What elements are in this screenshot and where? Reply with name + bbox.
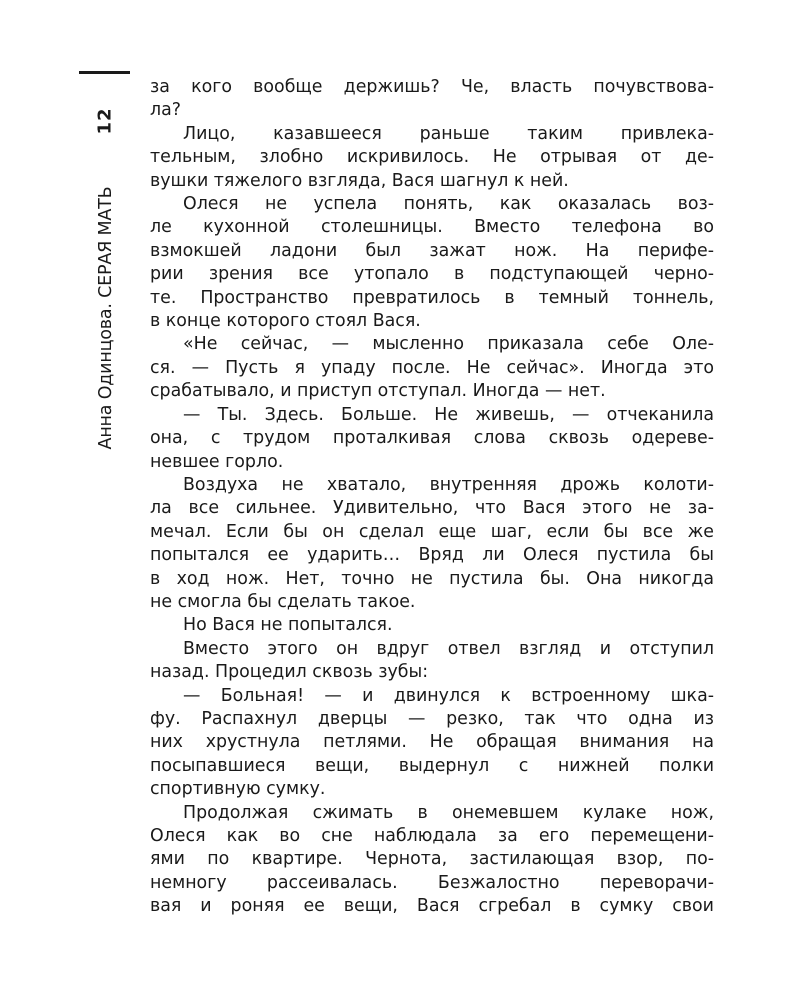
text-line: немногу рассеивалась. Безжалостно переворачи- xyxy=(150,872,714,893)
text-line: спортивную сумку. xyxy=(150,779,326,800)
text-line: вушки тяжелого взгляда, Вася шагнул к ней. xyxy=(150,170,569,191)
text-line: Олеся как во сне наблюдала за его перемещени- xyxy=(150,826,714,846)
text-line: — Больная! — и двинулся к встроенному шка- xyxy=(183,685,714,706)
text-line: ями по квартире. Чернота, застилающая взор, по- xyxy=(150,849,714,870)
text-line: посыпавшиеся вещи, выдернул с нижней полки xyxy=(150,755,714,776)
text-line: них хрустнула петлями. Не обращая внимания на xyxy=(150,732,714,753)
text-line: назад. Процедил сквозь зубы: xyxy=(150,662,429,683)
text-line: Вместо этого он вдруг отвел взгляд и отступил xyxy=(183,638,714,659)
text-line: ла? xyxy=(150,100,182,121)
text-line: она, с трудом проталкивая слова сквозь одереве- xyxy=(150,428,714,449)
text-line: в конце которого стоял Вася. xyxy=(150,311,421,332)
text-line: вая и роняя ее вещи, Вася сгребал в сумку свои xyxy=(150,896,714,917)
text-line: тельным, злобно искривилось. Не отрывая от де- xyxy=(150,147,714,168)
text-line: в ход нож. Нет, точно не пустила бы. Она никогда xyxy=(150,568,714,589)
text-line: Продолжая сжимать в онемевшем кулаке нож, xyxy=(183,802,714,823)
text-line: попытался ее ударить… Вряд ли Олеся пустила бы xyxy=(150,545,714,566)
text-line: ле кухонной столешницы. Вместо телефона во xyxy=(150,217,714,238)
text-line: Но Вася не попытался. xyxy=(183,615,393,636)
text-line: рии зрения все утопало в подступающей черно- xyxy=(150,264,714,285)
text-line: мечал. Если бы он сделал еще шаг, если бы все же xyxy=(150,521,714,542)
text-line: срабатывало, и приступ отступал. Иногда — нет. xyxy=(150,381,606,402)
top-rule xyxy=(79,71,130,74)
text-line: Олеся не успела понять, как оказалась воз- xyxy=(183,194,714,215)
text-line: ла все сильнее. Удивительно, что Вася этого не за- xyxy=(150,498,714,519)
body-text xyxy=(150,76,714,919)
text-line: за кого вообще держишь? Че, власть почувствова- xyxy=(150,77,714,97)
text-line: не смогла бы сделать такое. xyxy=(150,591,416,612)
text-line: — Ты. Здесь. Больше. Не живешь, — отчеканила xyxy=(183,404,714,425)
page-number: 12 xyxy=(94,107,116,135)
text-line: те. Пространство превратилось в темный тоннель, xyxy=(150,287,714,308)
text-line: «Не сейчас, — мысленно приказала себе Оле- xyxy=(183,334,714,355)
text-line: фу. Распахнул дверцы — резко, так что одна из xyxy=(150,708,714,729)
text-line: Воздуха не хватало, внутренняя дрожь колоти- xyxy=(183,474,714,495)
text-line: невшее горло. xyxy=(150,451,284,472)
text-line: Лицо, казавшееся раньше таким привлека- xyxy=(183,123,714,144)
text-line: ся. — Пусть я упаду после. Не сейчас». Иногда это xyxy=(150,357,714,378)
running-head: Анна Одинцова. СЕРАЯ МАТЬ xyxy=(96,186,116,450)
text-line: взмокшей ладони был зажат нож. На перифе- xyxy=(150,240,714,261)
